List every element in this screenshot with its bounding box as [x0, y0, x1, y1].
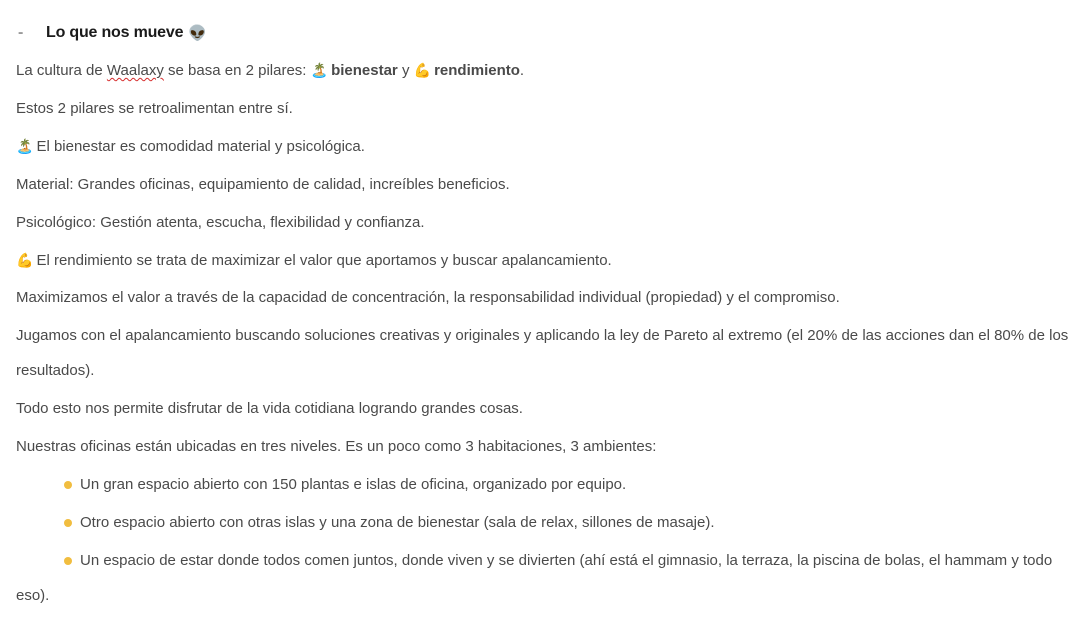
list-item[interactable]: Otro espacio abierto con otras islas y una zona de bienestar (sala de relax, sillones de masaje).	[80, 514, 715, 531]
heading-title: Lo que nos mueve	[46, 24, 184, 41]
toggle-dash[interactable]: -	[18, 24, 24, 41]
bullet-dot	[64, 481, 72, 489]
p1-suffix: .	[519, 62, 525, 79]
paragraph-pillars-feedback[interactable]: Estos 2 pilares se retroalimentan entre sí.	[16, 100, 293, 117]
paragraph-wellbeing[interactable]	[16, 137, 365, 157]
paragraph-material[interactable]: Material: Grandes oficinas, equipamiento de calidad, increíbles beneficios.	[16, 176, 510, 193]
pillar-wellbeing: bienestar	[331, 62, 398, 79]
brand-name-misspelled[interactable]: Waalaxy	[106, 62, 164, 79]
paragraph-leverage[interactable]: Jugamos con el apalancamiento buscando soluciones creativas y originales y aplicando la ley de Pareto al extremo (el 20% de las acciones dan el 80% de los resultados).	[16, 327, 1069, 379]
bullet-dot	[64, 519, 72, 527]
p1-connector: y	[397, 62, 414, 79]
flexed-biceps-emoji-icon: 💪	[16, 253, 34, 269]
flexed-biceps-emoji-icon: 💪	[413, 63, 432, 79]
p1-middle: se basa en 2 pilares:	[163, 62, 311, 79]
p3-text: El bienestar es comodidad material y psicológica.	[36, 138, 365, 155]
alien-emoji-icon: 👽	[188, 25, 207, 42]
list-item[interactable]: Un gran espacio abierto con 150 plantas e islas de oficina, organizado por equipo.	[80, 476, 627, 493]
paragraph-culture[interactable]	[16, 61, 524, 81]
p6-text: El rendimiento se trata de maximizar el valor que aportamos y buscar apalancamiento.	[36, 252, 612, 269]
list-item[interactable]: Un espacio de estar donde todos comen juntos, donde viven y se divierten (ahí está el gimnasio, la terraza, la piscina de bolas, el hammam y todo eso).	[16, 552, 1053, 604]
pillar-performance: rendimiento	[434, 62, 520, 79]
p1-prefix: La cultura de	[16, 62, 107, 79]
paragraph-daily-life[interactable]: Todo esto nos permite disfrutar de la vida cotidiana logrando grandes cosas.	[16, 400, 523, 417]
island-emoji-icon: 🏝️	[16, 139, 34, 155]
paragraph-offices[interactable]: Nuestras oficinas están ubicadas en tres niveles. Es un poco como 3 habitaciones, 3 ambientes:	[16, 438, 657, 455]
paragraph-psychological[interactable]: Psicológico: Gestión atenta, escucha, flexibilidad y confianza.	[16, 214, 425, 231]
island-emoji-icon: 🏝️	[310, 63, 329, 79]
paragraph-maximize-value[interactable]: Maximizamos el valor a través de la capacidad de concentración, la responsabilidad individual (propiedad) y el compromiso.	[16, 289, 840, 306]
section-heading[interactable]	[16, 22, 207, 44]
paragraph-performance[interactable]	[16, 251, 612, 271]
